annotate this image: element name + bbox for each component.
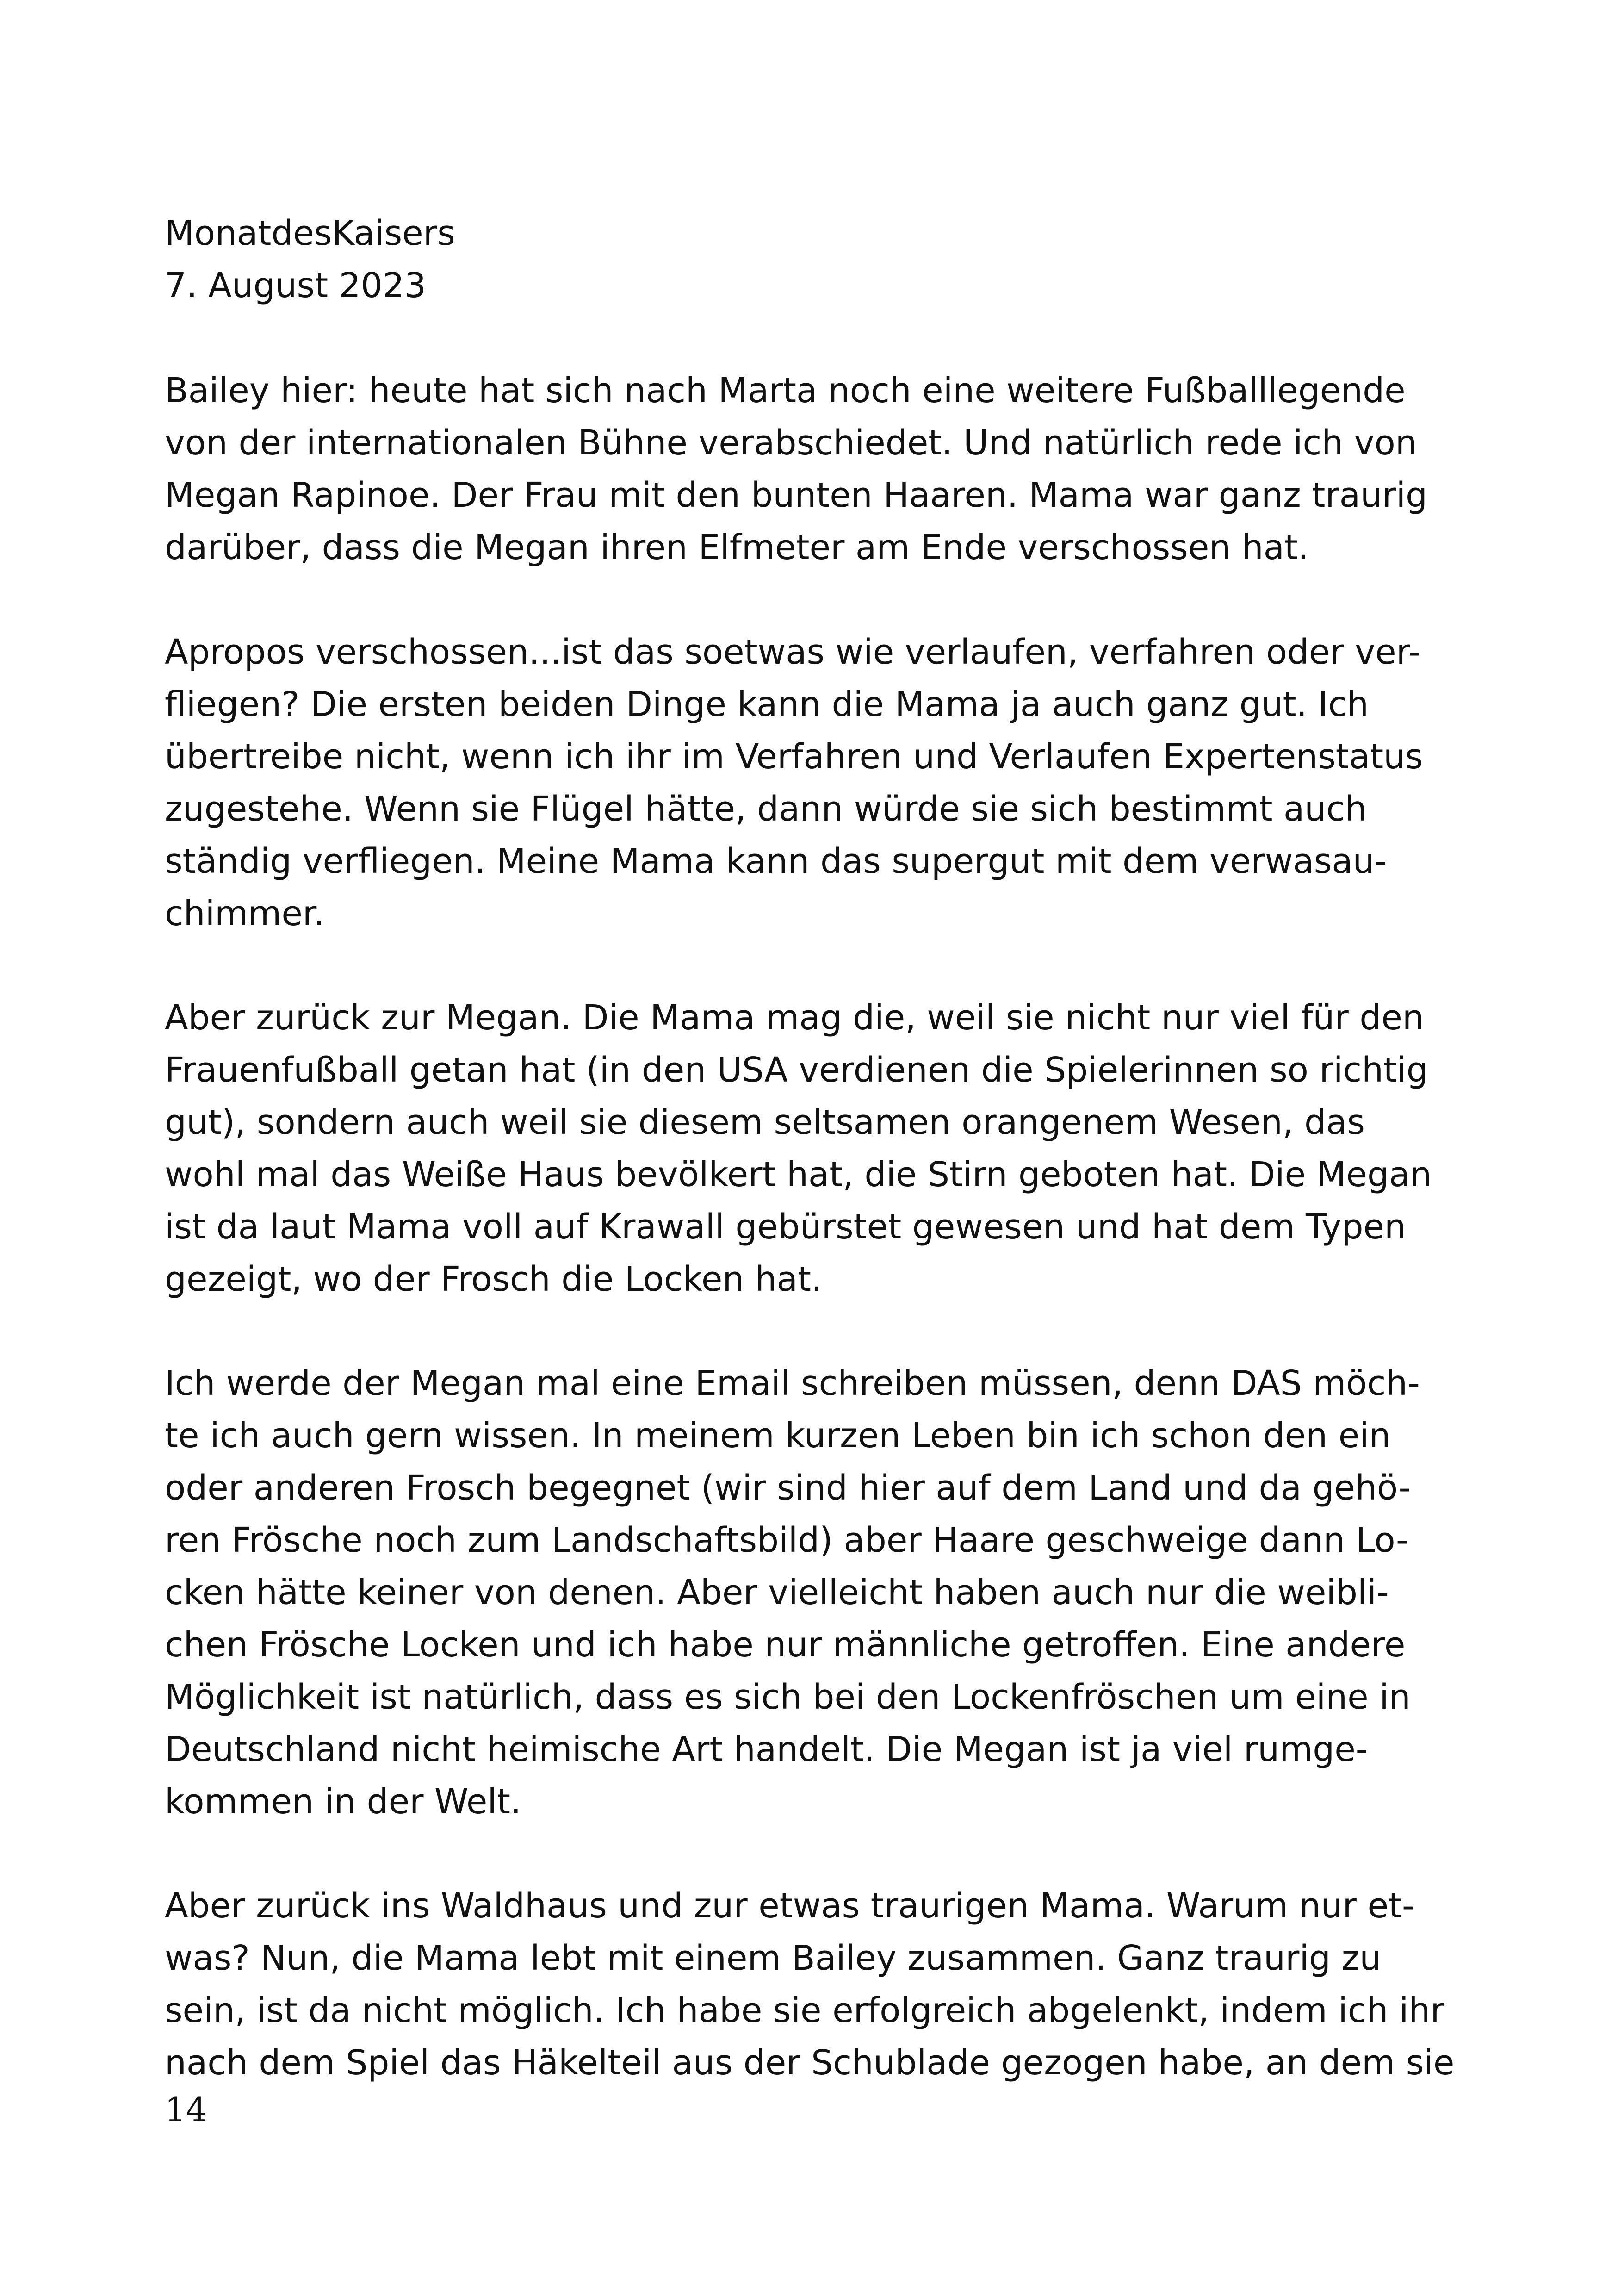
text-line: Apropos verschossen...ist das soetwas wie verlaufen, verfahren oder ver-: [165, 632, 1421, 672]
entry-date: 7. August 2023: [165, 266, 426, 305]
text-line: Megan Rapinoe. Der Frau mit den bunten Haaren. Mama war ganz traurig: [165, 475, 1428, 515]
paragraph-3: [165, 992, 1451, 1306]
text-line: von der internationalen Bühne verabschiedet. Und natürlich rede ich von: [165, 423, 1417, 463]
text-line: fliegen? Die ersten beiden Dinge kann die Mama ja auch ganz gut. Ich: [165, 684, 1369, 724]
text-line: darüber, dass die Megan ihren Elfmeter am Ende verschossen hat.: [165, 528, 1309, 567]
text-line: nach dem Spiel das Häkelteil aus der Schublade gezogen habe, an dem sie: [165, 2043, 1455, 2083]
text-line: kommen in der Welt.: [165, 1782, 521, 1822]
paragraph-1: [165, 365, 1451, 574]
page-number: 14: [165, 2090, 207, 2129]
text-line: Aber zurück zur Megan. Die Mama mag die, weil sie nicht nur viel für den: [165, 998, 1424, 1038]
paragraph-5: [165, 1880, 1455, 2089]
text-line: gezeigt, wo der Frosch die Locken hat.: [165, 1259, 822, 1299]
text-line: chen Frösche Locken und ich habe nur männliche getroffen. Eine andere: [165, 1625, 1406, 1665]
text-line: Möglichkeit ist natürlich, dass es sich bei den Lockenfröschen um eine in: [165, 1677, 1411, 1717]
text-line: ren Frösche noch zum Landschaftsbild) aber Haare geschweige dann Lo-: [165, 1520, 1408, 1560]
text-line: Bailey hier: heute hat sich nach Marta noch eine weitere Fußballlegende: [165, 371, 1406, 411]
text-line: te ich auch gern wissen. In meinem kurzen Leben bin ich schon den ein: [165, 1416, 1391, 1456]
text-line: chimmer.: [165, 894, 324, 933]
text-line: Deutschland nicht heimische Art handelt. Die Megan ist ja viel rumge-: [165, 1730, 1368, 1769]
text-line: cken hätte keiner von denen. Aber vielleicht haben auch nur die weibli-: [165, 1573, 1389, 1612]
text-line: was? Nun, die Mama lebt mit einem Bailey zusammen. Ganz traurig zu: [165, 1938, 1382, 1978]
text-line: Ich werde der Megan mal eine Email schreiben müssen, denn DAS möch-: [165, 1363, 1420, 1403]
text-line: sein, ist da nicht möglich. Ich habe sie erfolgreich abgelenkt, indem ich ihr: [165, 1991, 1444, 2030]
text-line: ständig verfliegen. Meine Mama kann das supergut mit dem verwasau-: [165, 841, 1387, 881]
text-line: übertreibe nicht, wenn ich ihr im Verfahren und Verlaufen Expertenstatus: [165, 737, 1423, 777]
text-line: zugestehe. Wenn sie Flügel hätte, dann würde sie sich bestimmt auch: [165, 789, 1367, 829]
text-line: gut), sondern auch weil sie diesem seltsamen orangenem Wesen, das: [165, 1102, 1365, 1142]
text-line: wohl mal das Weiße Haus bevölkert hat, die Stirn geboten hat. Die Megan: [165, 1155, 1432, 1195]
text-line: Frauenfußball getan hat (in den USA verdienen die Spielerinnen so richtig: [165, 1050, 1428, 1090]
text-line: ist da laut Mama voll auf Krawall gebürstet gewesen und hat dem Typen: [165, 1207, 1406, 1247]
paragraph-2: [165, 626, 1451, 940]
text-line: oder anderen Frosch begegnet (wir sind hier auf dem Land und da gehö-: [165, 1468, 1411, 1508]
entry-title: MonatdesKaisers: [165, 213, 455, 253]
text-line: Aber zurück ins Waldhaus und zur etwas traurigen Mama. Warum nur et-: [165, 1886, 1414, 1926]
entry-header: [165, 207, 1451, 312]
paragraph-4: [165, 1357, 1451, 1828]
